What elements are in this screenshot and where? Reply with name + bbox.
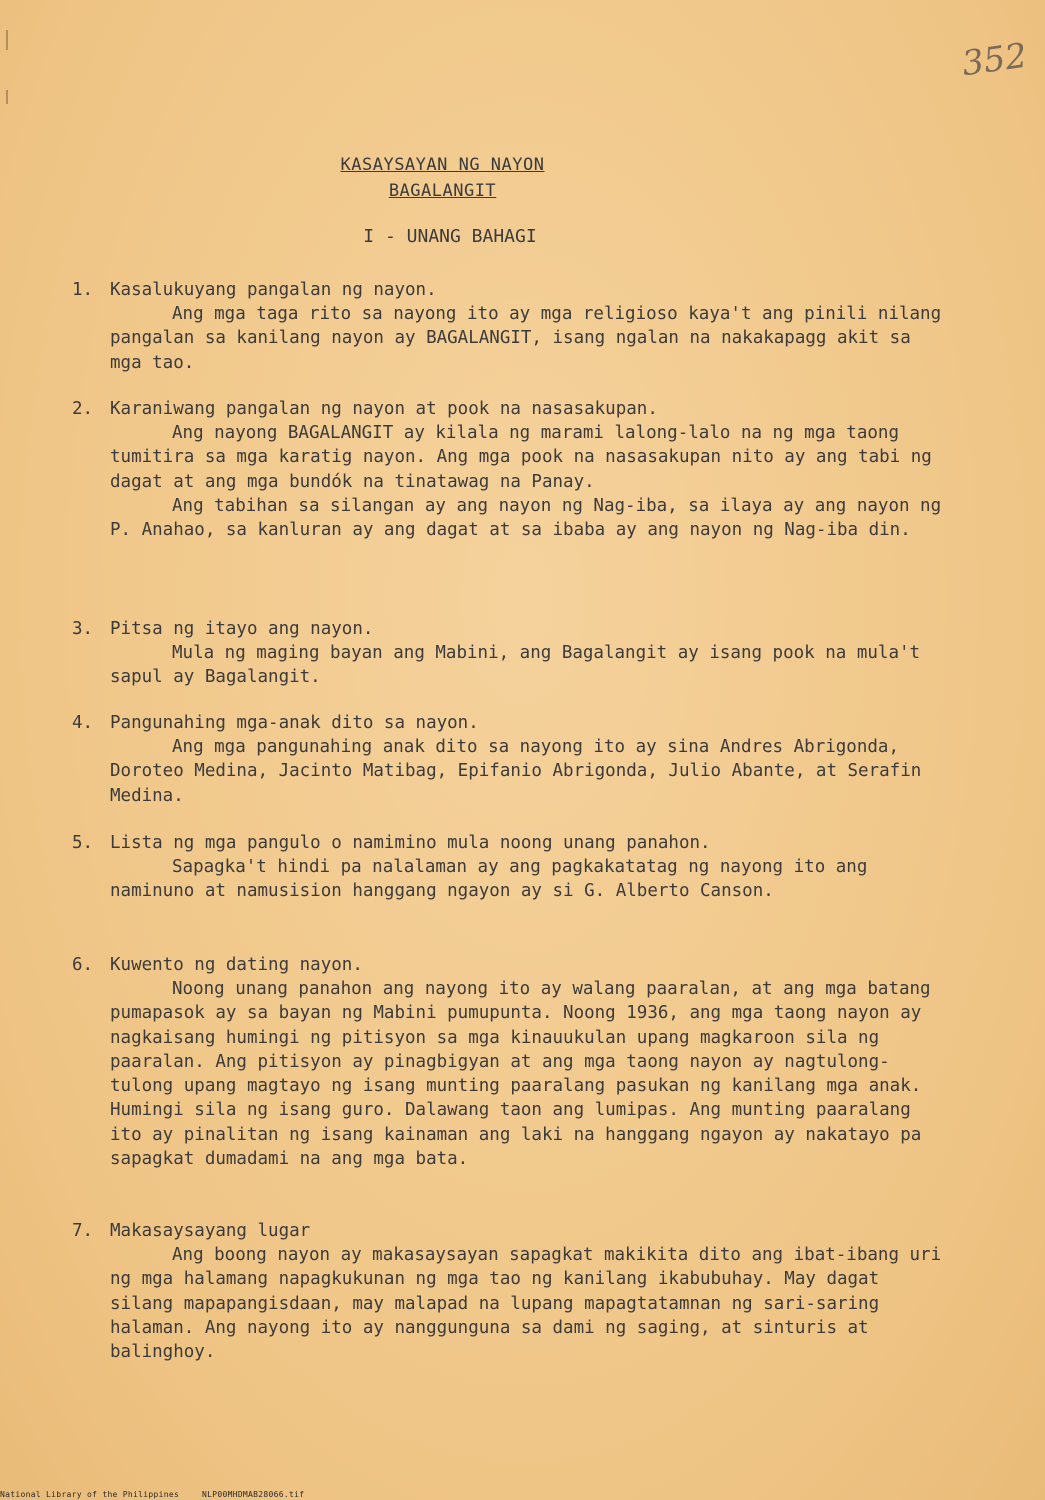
- paragraph: Mula ng maging bayan ang Mabini, ang Bagalangit ay isang pook na mula't sapul ay Bagalangit.: [110, 643, 921, 688]
- section-number: 6.: [72, 955, 94, 975]
- section-heading: [72, 278, 952, 302]
- section-body: [110, 641, 952, 690]
- section-body: [110, 302, 952, 375]
- paragraph: Ang tabihan sa silangan ay ang nayon ng Nag-iba, sa ilaya ay ang nayon ng P. Anahao, sa kanluran ay ang dagat at sa ibaba ay ang nayon ng Nag-iba din.: [110, 495, 942, 541]
- section-5: [72, 831, 952, 904]
- part-title: I - UNANG BAHAGI: [363, 226, 537, 247]
- paragraph: Ang boong nayon ay makasaysayan sapagkat makikita dito ang ibat-ibang uri ng mga halamang napagkukunan ng mga tao ng kanilang ikabubuhay. May dagat silang mapapangisdaan, may malapad na lupang mapagtatamnan ng sari-saring halaman. Ang nayong ito ay nanggunguna sa dami ng saging, at sinturis at balinghoy.: [110, 1245, 942, 1363]
- section-heading: [72, 1219, 952, 1243]
- section-3: [72, 617, 952, 690]
- paragraph: Ang nayong BAGALANGIT ay kilala ng marami lalong-lalo na ng mga taong tumitira sa mga karatig nayon. Ang mga pook na nasasakupan nito ay ang tabi ng dagat at ang mga bundók na tinatawag na Panay.: [110, 423, 932, 492]
- section-7: [72, 1219, 952, 1364]
- section-heading-text: Karaniwang pangalan ng nayon at pook na nasasakupan.: [110, 399, 658, 419]
- paragraph: Ang mga taga rito sa nayong ito ay mga religioso kaya't ang pinili nilang pangalan sa kanilang nayon ay BAGALANGIT, isang ngalan na nakakapagg akit sa mga tao.: [110, 304, 942, 373]
- section-heading-text: Pangunahing mga-anak dito sa nayon.: [110, 713, 479, 733]
- section-heading: [72, 617, 952, 641]
- section-heading: [72, 953, 952, 977]
- section-heading-text: Pitsa ng itayo ang nayon.: [110, 619, 374, 639]
- section-number: 1.: [72, 280, 94, 300]
- section-4: [72, 711, 952, 808]
- section-heading-text: Lista ng mga pangulo o namimino mula noong unang panahon.: [110, 833, 711, 853]
- section-2: [72, 397, 952, 542]
- footer-library: National Library of the Philippines: [0, 1490, 180, 1499]
- paragraph: Sapagka't hindi pa nalalaman ay ang pagkakatatag ng nayong ito ang naminuno at namusision hanggang ngayon ay si G. Alberto Canson.: [110, 857, 868, 902]
- margin-mark: [6, 30, 8, 50]
- paragraph: Noong unang panahon ang nayong ito ay walang paaralan, at ang mga batang pumapasok ay sa bayan ng Mabini pumupunta. Noong 1936, ang mga taong nayon ay nagkaisang humingi ng pitisyon sa mga kinauukulan upang magkaroon sila ng paaralan. Ang pitisyon ay pinagbigyan at ang mga taong nayon ay nagtulong-tulong upang magtayo ng isang munting paaralang pasukan ng kanilang mga anak. Humingi sila ng isang guro. Dalawang taon ang lumipas. Ang munting paaralang ito ay pinalitan ng isang kainaman ang laki na hanggang ngayon ay nakatayo pa sapagkat dumadami na ang mga bata.: [110, 979, 931, 1170]
- title-block: [0, 152, 885, 204]
- paragraph: Ang mga pangunahing anak dito sa nayong ito ay sina Andres Abrigonda, Doroteo Medina, Jacinto Matibag, Epifanio Abrigonda, Julio Abante, at Serafin Medina.: [110, 737, 922, 806]
- section-number: 2.: [72, 399, 94, 419]
- section-heading: [72, 397, 952, 421]
- document-subtitle: BAGALANGIT: [388, 181, 497, 201]
- section-heading: [72, 831, 952, 855]
- section-heading-text: Kasalukuyang pangalan ng nayon.: [110, 280, 437, 300]
- section-body: [110, 977, 952, 1171]
- section-heading-text: Makasaysayang lugar: [110, 1221, 311, 1241]
- section-heading: [72, 711, 952, 735]
- page-number: 352: [959, 35, 1030, 85]
- section-1: [72, 278, 952, 375]
- footer-filename: NLP00MHDMAB28066.tif: [202, 1490, 305, 1499]
- section-number: 7.: [72, 1221, 94, 1241]
- section-number: 3.: [72, 619, 94, 639]
- margin-mark: [6, 90, 8, 104]
- section-body: [110, 855, 952, 904]
- section-number: 4.: [72, 713, 94, 733]
- section-body: [110, 735, 952, 808]
- section-heading-text: Kuwento ng dating nayon.: [110, 955, 363, 975]
- section-number: 5.: [72, 833, 94, 853]
- section-6: [72, 953, 952, 1171]
- document-title: KASAYSAYAN NG NAYON: [340, 155, 545, 175]
- section-body: [110, 421, 952, 542]
- section-body: [110, 1243, 952, 1364]
